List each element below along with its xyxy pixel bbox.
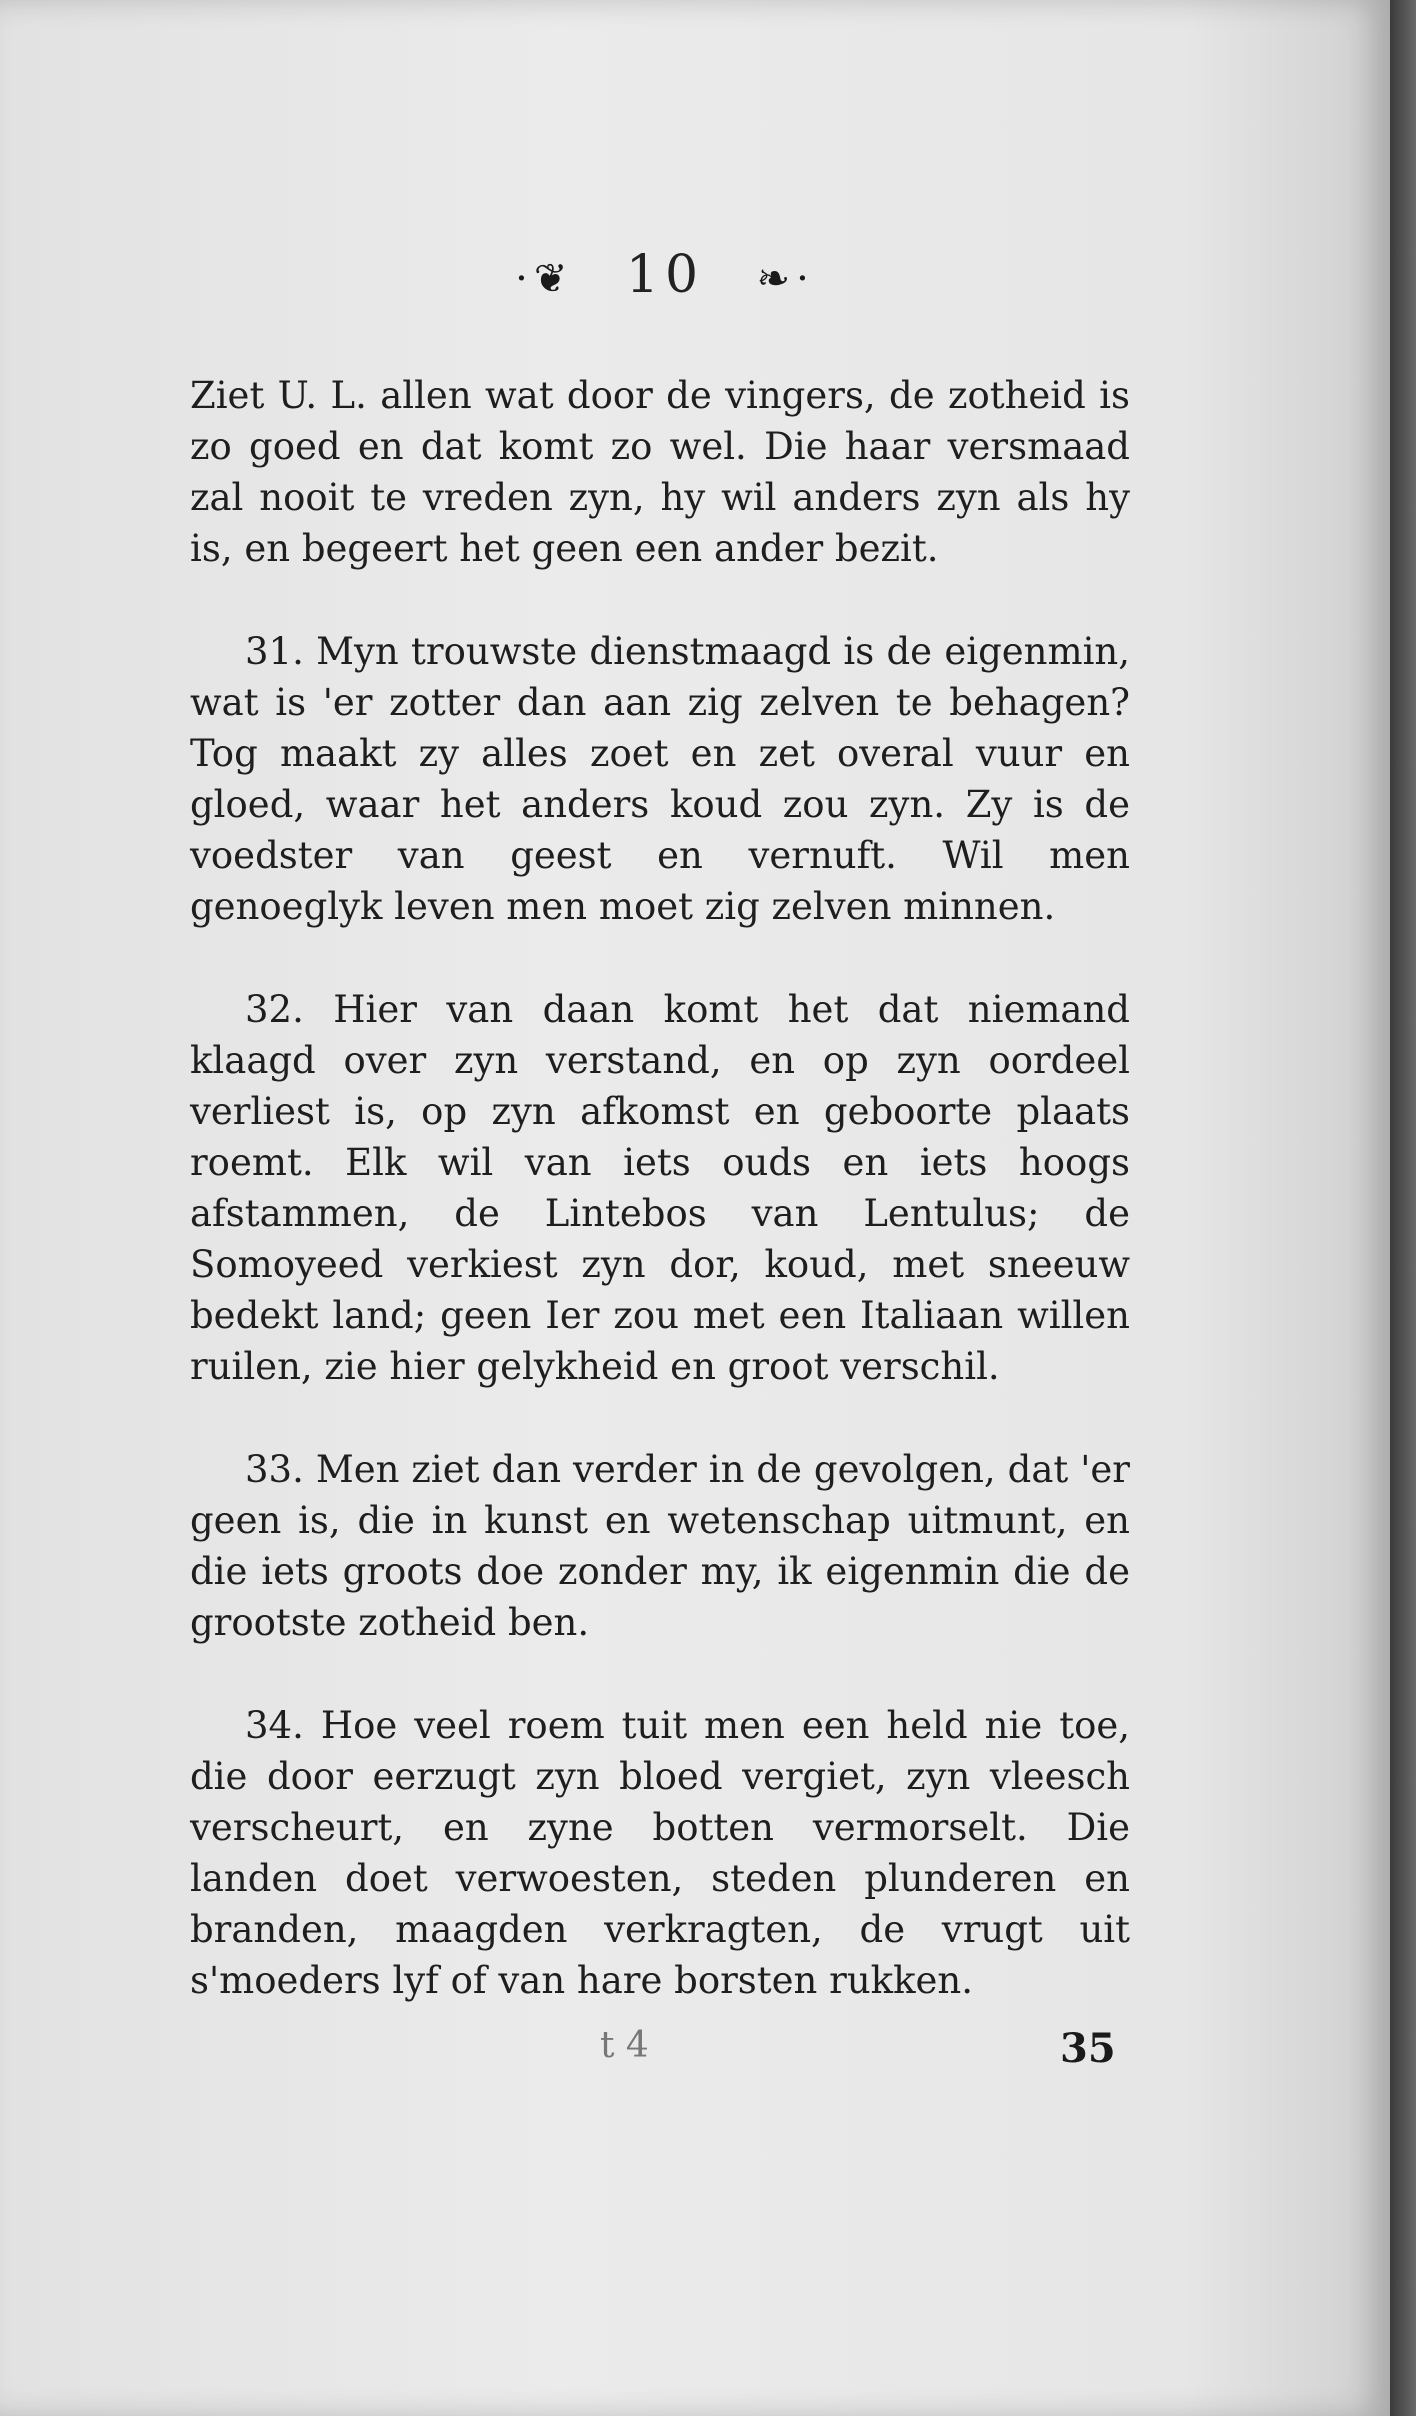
left-ornament-icon: ·❦ [515,256,574,302]
signature-mark: 35 [1060,2025,1116,2072]
paragraph-33: 33. Men ziet dan verder in de gevolgen, dat 'er geen is, die in kunst en wetenschap uitmunt, en die iets groots doe zonder my, ik eigenmin die de grootste zotheid ben. [190,1448,1130,1644]
paragraph-31: 31. Myn trouwste dienstmaagd is de eigenmin, wat is 'er zotter dan aan zig zelven te behagen? Tog maakt zy alles zoet en zet overal vuur en gloed, waar het anders koud zou zyn. Zy is de voedster van geest en vernuft. Wil men genoeglyk leven men moet zig zelven minnen. [190,630,1130,928]
faint-mark: t 4 [600,2025,649,2066]
paragraph-34: 34. Hoe veel roem tuit men een held nie toe, die door eerzugt zyn bloed vergiet, zyn vleesch verscheurt, en zyne botten vermorselt. Die landen doet verwoesten, steden plunderen en branden, maagden verkragten, de vrugt uit s'moeders lyf of van hare borsten rukken. [190,1704,1130,2002]
paragraph-continued: Ziet U. L. allen wat door de vingers, de zotheid is zo goed en dat komt zo wel. Die haar versmaad zal nooit te vreden zyn, hy wil anders zyn als hy is, en begeert het geen een ander bezit. [190,374,1130,570]
page-header [500,245,830,305]
paragraph-32: 32. Hier van daan komt het dat niemand klaagd over zyn verstand, en op zyn oordeel verliest is, op zyn afkomst en geboorte plaats roemt. Elk wil van iets ouds en iets hoogs afstammen, de Lintebos van Lentulus; de Somoyeed verkiest zyn dor, koud, met sneeuw bedekt land; geen Ier zou met een Italiaan willen ruilen, zie hier gelykheid en groot verschil. [190,988,1130,1388]
right-ornament-icon: ❧· [756,256,815,302]
page-number: 10 [625,245,705,305]
body-text [190,370,1130,2058]
page-edge [1390,0,1416,2416]
